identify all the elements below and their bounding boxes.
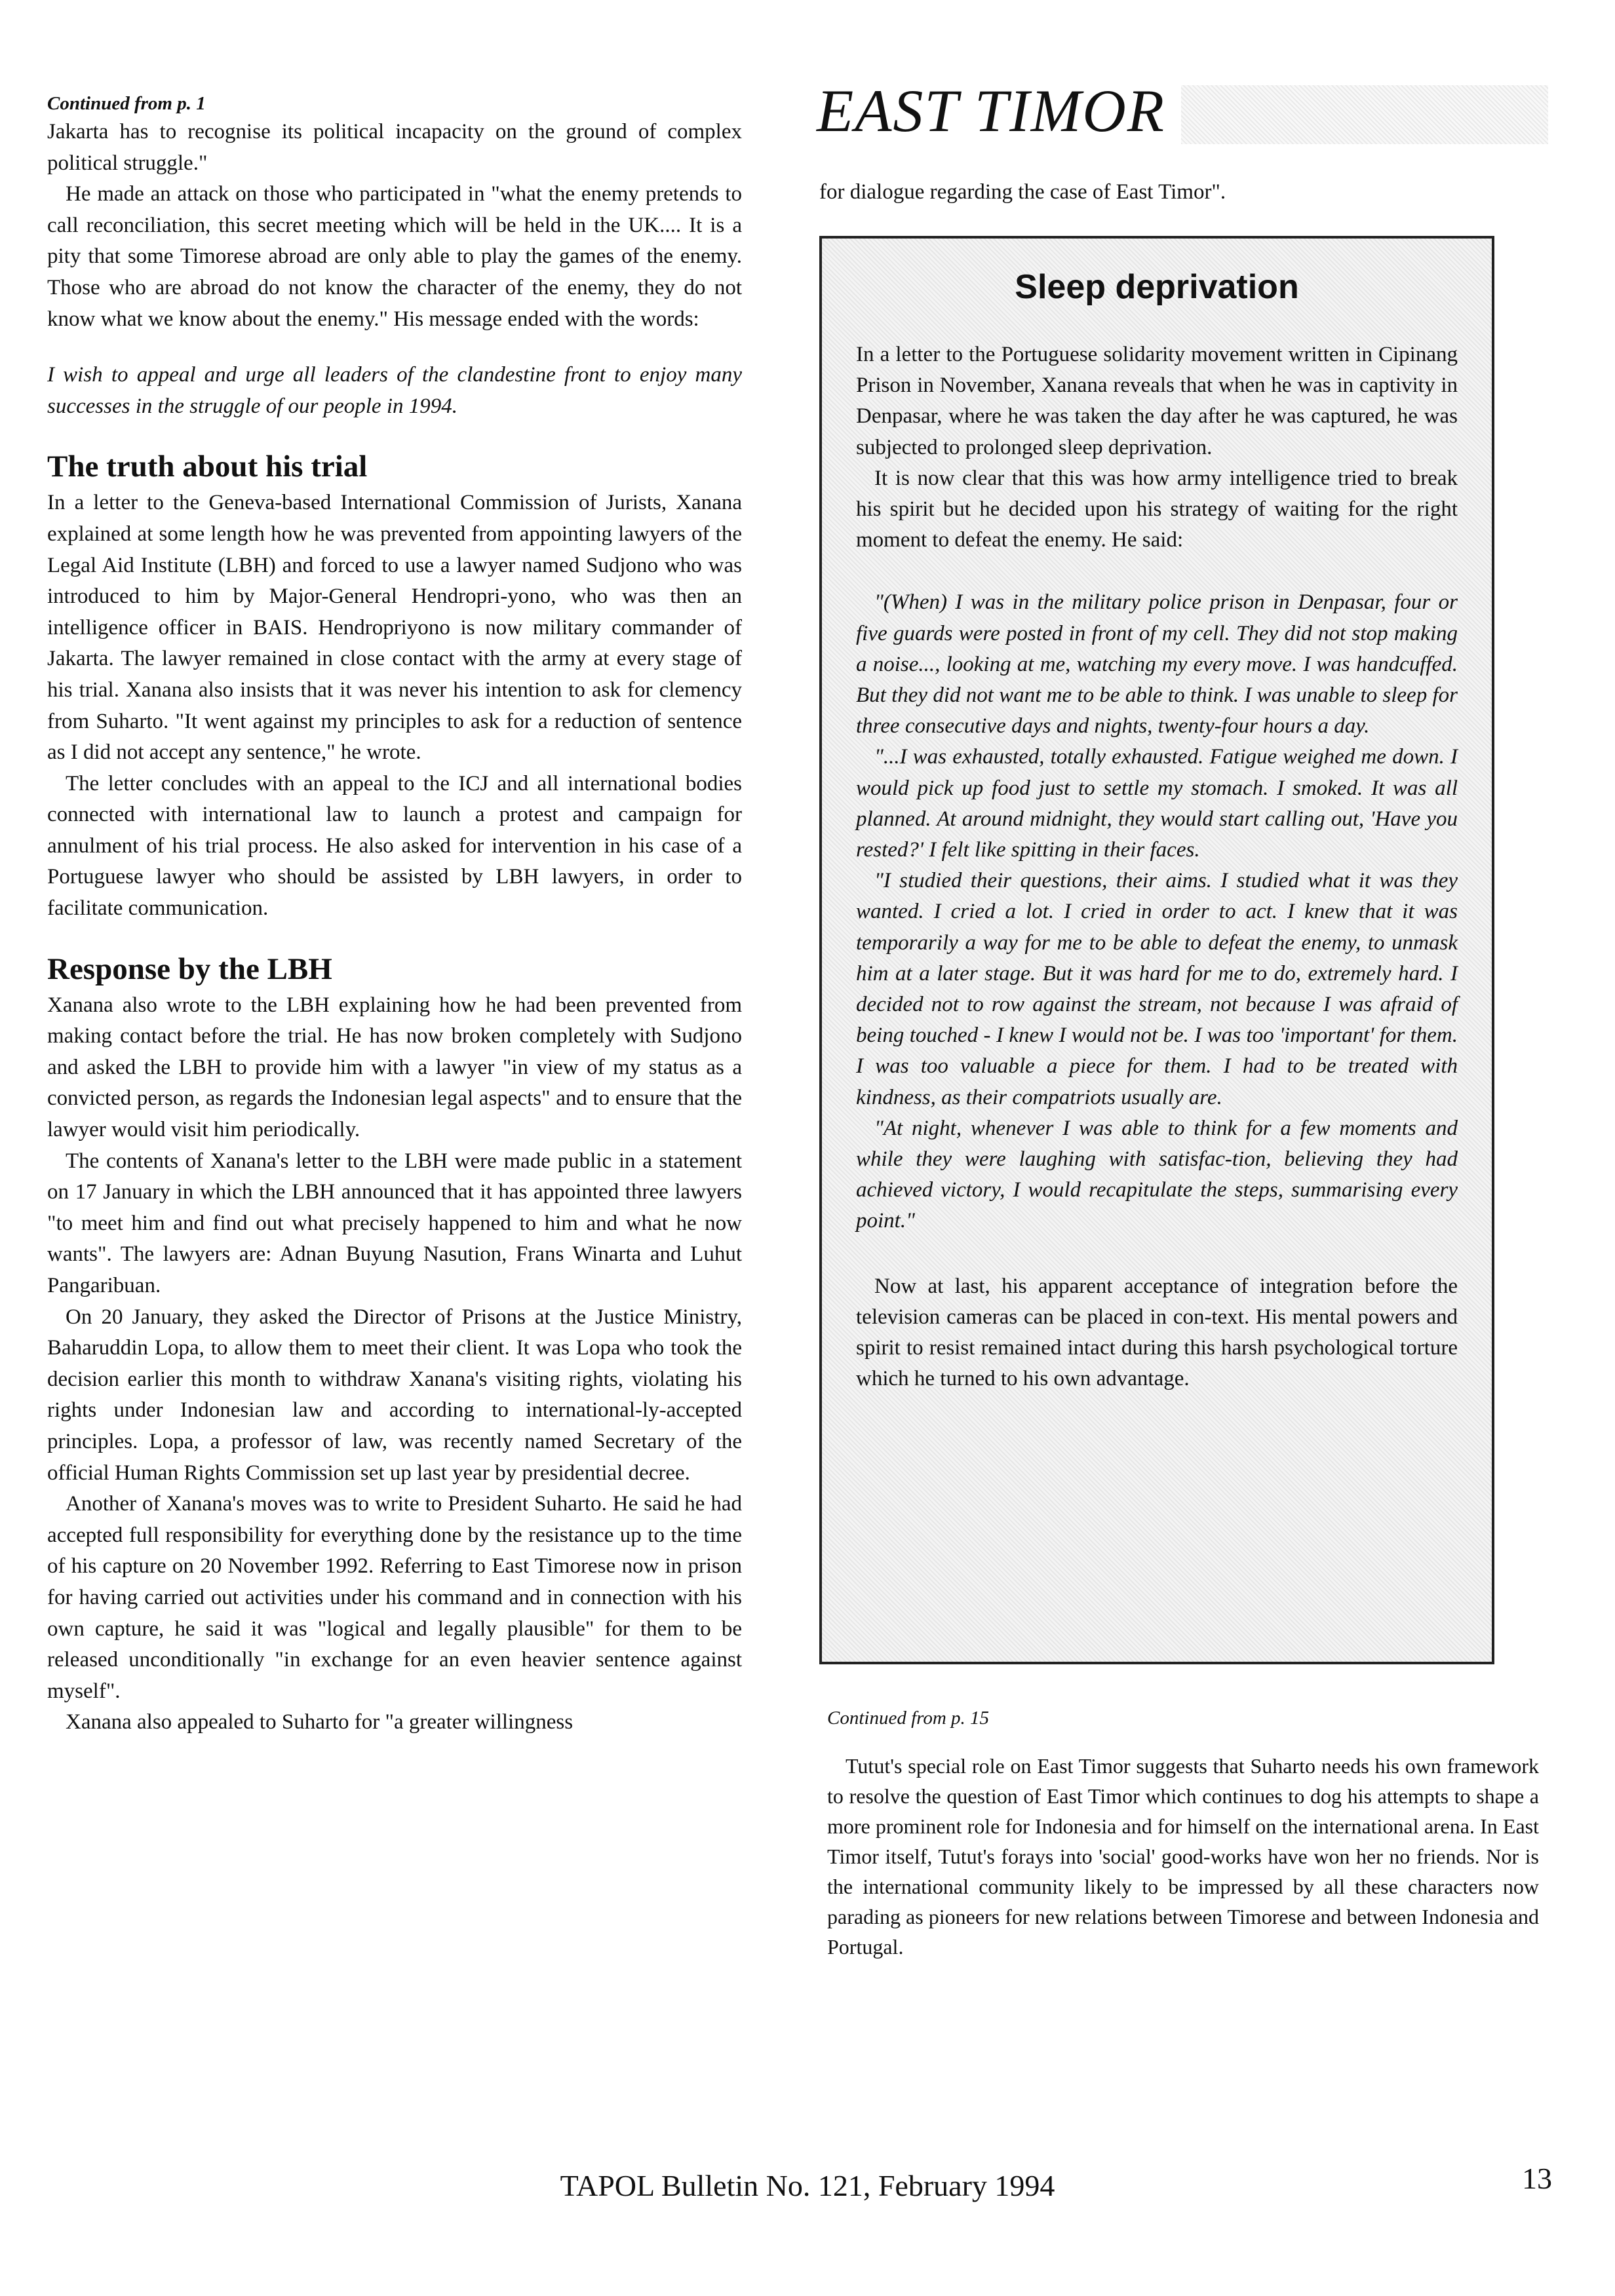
section-heading-trial: The truth about his trial [47, 450, 368, 484]
sidebar-quote: "...I was exhausted, totally exhausted. Fatigue weighed me down. I would pick up food just to settle my stomach. I smoked. It was all planned. At around midnight, they would start calling out, 'Have you rested?' I felt like spitting in their faces. [856, 745, 1458, 862]
sidebar-quote: "(When) I was in the military police prison in Denpasar, four or five guards were posted in front of my cell. They did not stop making a noise..., looking at me, watching my every move. I was handcuffed. But they did not want me to be able to think. I was unable to sleep for three consecutive days and nights, twenty-four hours a day. [856, 590, 1458, 738]
body-paragraph: Another of Xanana's moves was to write to President Suharto. He said he had accepted full responsibility for everything done by the resistance up to the time of his capture on 20 November 1992. Referring to East Timorese now in prison for having carried out activities under his command and in connection with his own capture, he said it was "logical and legally plausible" for them to be released unconditionally "in exchange for an even heavier sentence against myself". [47, 1492, 742, 1703]
body-paragraph: The contents of Xanana's letter to the LBH were made public in a statement on 17 January in which the LBH announced that it has appointed three lawyers "to meet him and find out what precisely happened to him and what he now wants". The lawyers are: Adnan Buyung Nasution, Frans Winarta and Luhut Pangaribuan. [47, 1149, 742, 1297]
publication-footer: TAPOL Bulletin No. 121, February 1994 [560, 2169, 1055, 2202]
sidebar-quote: "At night, whenever I was able to think for a few moments and while they were laughing with satisfac-tion, believing they had achieved victory, I would recapitulate the steps, summarising every point." [856, 1116, 1458, 1233]
masthead [814, 68, 1548, 153]
body-paragraph: The letter concludes with an appeal to the ICJ and all international bodies connected with international law to launch a protest and campaign for annulment of his trial process. He also asked for intervention in his case of a Portuguese lawyer who should be assisted by LBH lawyers, in order to facilitate communication. [47, 771, 742, 921]
sidebar-closing-paragraph: Now at last, his apparent acceptance of integration before the television cameras can be placed in con-text. His mental powers and spirit to resist remained intact during this harsh psychological torture which he turned to his own advantage. [856, 1274, 1458, 1391]
body-paragraph: Jakarta has to recognise its political incapacity on the ground of complex political struggle." [47, 120, 742, 175]
sidebar-paragraph: It is now clear that this was how army intelligence tried to break his spirit but he decided upon his strategy of waiting for the right moment to defeat the enemy. He said: [856, 466, 1458, 552]
continuation-line: for dialogue regarding the case of East Timor". [819, 180, 1226, 204]
body-paragraph: He made an attack on those who participated in "what the enemy pretends to call reconciliation, this secret meeting which will be held in the UK.... It is a pity that some Timorese abroad are only able to play the games of the enemy. Those who are abroad do not know the character of the enemy, they do not know what we know about the enemy." His message ended with the words: [47, 182, 742, 331]
left-column [47, 90, 742, 1738]
body-paragraph: In a letter to the Geneva-based International Commission of Jurists, Xanana explained at some length how he was prevented from appointing lawyers of the Legal Aid Institute (LBH) and forced to use a lawyer named Sudjono who was introduced to him by Major-General Hendropri-yono, who was then an intelligence officer in BAIS. Hendropriyono is now military commander of Jakarta. The lawyer remained in close contact with the army at every stage of his trial. Xanana also insists that it was never his intention to ask for clemency from Suharto. "It went against my principles to ask for a reduction of sentence as I did not accept any sentence," he wrote. [47, 491, 742, 765]
body-paragraph: Xanana also wrote to the LBH explaining how he had been prevented from making contact before the trial. He has now broken completely with Sudjono and asked the LBH to provide him with a lawyer "in view of my status as a convicted person, as regards the Indonesian legal aspects" and to ensure that the lawyer would visit him periodically. [47, 993, 742, 1142]
sidebar-box [819, 236, 1494, 1664]
masthead-title: EAST TIMOR [817, 77, 1165, 144]
body-paragraph: Xanana also appealed to Suharto for "a greater willingness [66, 1710, 574, 1734]
body-paragraph: On 20 January, they asked the Director of Prisons at the Justice Ministry, Baharuddin Lopa, to allow them to meet their client. It was Lopa who took the decision earlier this month to withdraw Xanana's visiting rights, violating his rights under Indonesian law and according to international-ly-accepted principles. Lopa, a professor of law, was recently named Secretary of the official Human Rights Commission set up last year by presidential decree. [47, 1305, 742, 1485]
sidebar-paragraph: In a letter to the Portuguese solidarity movement written in Cipinang Prison in November, Xanana reveals that when he was in captivity in Denpasar, where he was taken the day after he was captured, he was subjected to prolonged sleep deprivation. [856, 343, 1458, 459]
continued-label: Continued from p. 15 [827, 1708, 990, 1729]
page-number: 13 [1522, 2162, 1552, 2195]
continued-label: Continued from p. 1 [47, 93, 206, 114]
sidebar-title: Sleep deprivation [1015, 268, 1299, 306]
body-paragraph: Tutut's special role on East Timor suggests that Suharto needs his own framework to resolve the question of East Timor which continues to dog his attempts to shape a more prominent role for Indonesia and for himself on the international arena. In East Timor itself, Tutut's forays into 'social' good-works have won her no friends. Nor is the international community likely to be impressed by all these characters now parading as pioneers for new relations between Timorese and between Indonesia and Portugal. [827, 1754, 1539, 1959]
masthead-tint-band [1181, 85, 1548, 144]
section-heading-lbh: Response by the LBH [47, 951, 332, 986]
continued-article [827, 1705, 1539, 1962]
sidebar-quote: "I studied their questions, their aims. I studied what it was they wanted. I cried a lot. I cried in order to act. I knew that it was temporarily a way for me to be able to defeat the enemy, to unmask him at a later stage. But it was hard for me to do, extremely hard. I decided not to row against the stream, not because I was afraid of being touched - I knew I would not be. I was too 'important' for them. I was too valuable a piece for them. I had to be treated with kindness, as their compatriots usually are. [856, 869, 1458, 1109]
italic-quote: I wish to appeal and urge all leaders of the clandestine front to enjoy many successes in the struggle of our people in 1994. [47, 363, 742, 418]
